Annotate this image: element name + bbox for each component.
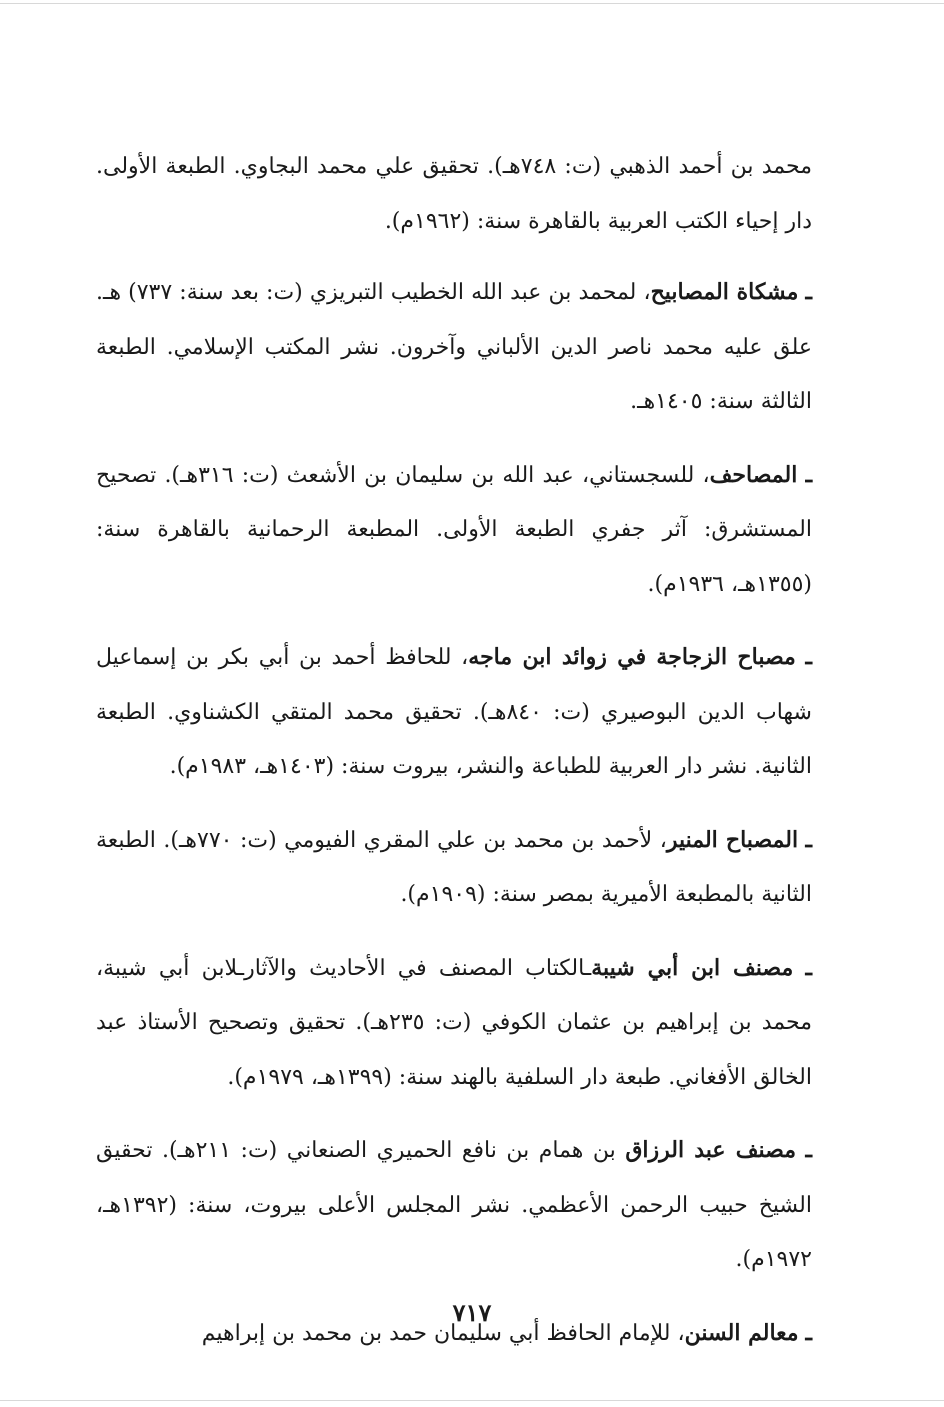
entry-text: ، للحافظ أحمد بن أبي بكر بن إسماعيل شهاب الدين البوصيري (ت: ٨٤٠هـ). تحقيق محمد المتقي الكشناوي. الطبعة الثانية. نشر دار العربية للطباعة والنشر، بيروت سنة: (١٤٠٣هـ، ١٩٨٣م). [96,645,812,779]
scan-top-edge [0,3,944,4]
entry-text: ، لمحمد بن عبد الله الخطيب التبريزي (ت: بعد سنة: ٧٣٧) هـ. علق عليه محمد ناصر الدين الألباني وآخرون. نشر المكتب الإسلامي. الطبعة الثالثة سنة: ١٤٠٥هـ. [96,280,812,414]
entry-title: مصنف ابن أبي شيبة [591,954,794,981]
entry-dash: ـ [805,644,812,670]
entry-text: ، لأحمد بن محمد بن علي المقري الفيومي (ت: ٧٧٠هـ). الطبعة الثانية بالمطبعة الأميرية بمصر سنة: (١٩٠٩م). [96,827,812,907]
entry-dash: ـ [805,1137,812,1163]
bibliography-entry-musannaf-ibn-abi-shayba [96,941,812,1106]
page-number: ٧١٧ [452,1298,492,1327]
entry-title: المصباح المنير [666,826,799,853]
entry-text: ، للإمام الحافظ أبي سليمان حمد بن محمد بن إبراهيم [201,1320,685,1346]
entry-text: محمد بن أحمد الذهبي (ت: ٧٤٨هـ). تحقيق علي محمد البجاوي. الطبعة الأولى. دار إحياء الكتب العربية بالقاهرة سنة: (١٩٦٢م). [96,154,812,234]
entry-title: المصاحف [709,461,798,488]
entry-dash: ـ [805,279,812,305]
entry-dash: ـ [805,954,812,981]
entry-dash: ـ [805,826,812,853]
entry-title: مصباح الزجاجة في زوائد ابن ماجه [468,644,796,670]
entry-dash: ـ [805,1319,812,1346]
bibliography-entry-mishkat [96,265,812,430]
entry-text: بن همام بن نافع الحميري الصنعاني (ت: ٢١١هـ). تحقيق الشيخ حبيب الرحمن الأعظمي. نشر المجلس الأعلى بيروت، سنة: (١٣٩٢هـ، ١٩٧٢م). [96,1138,812,1272]
bibliography-page [96,140,812,1379]
entry-title: معالم السنن [684,1319,799,1346]
bibliography-entry-misbah-zujaja [96,630,812,795]
bibliography-entry-misbah-munir [96,813,812,923]
entry-title: مصنف عبد الرزاق [625,1137,797,1163]
bibliography-entry-musannaf-abd-razzaq [96,1123,812,1288]
entry-text: ، للسجستاني، عبد الله بن سليمان بن الأشعث (ت: ٣١٦هـ). تصحيح المستشرق: آثر جفري الطبعة الأولى. المطبعة الرحمانية بالقاهرة سنة: (١٣٥٥هـ، ١٩٣٦م). [96,462,812,597]
entry-text: ـالكتاب المصنف في الأحاديث والآثارـلابن أبي شيبة، محمد بن إبراهيم بن عثمان الكوفي (ت: ٢٣٥هـ). تحقيق وتصحيح الأستاذ عبد الخالق الأفغاني. طبعة دار السلفية بالهند سنة: (١٣٩٩هـ، ١٩٧٩م). [96,955,812,1090]
scan-bottom-edge [0,1400,944,1401]
entry-dash: ـ [805,461,813,488]
entry-title: مشكاة المصابيح [650,279,799,305]
bibliography-entry-continuation [96,140,812,249]
bibliography-entry-masahif [96,448,812,613]
